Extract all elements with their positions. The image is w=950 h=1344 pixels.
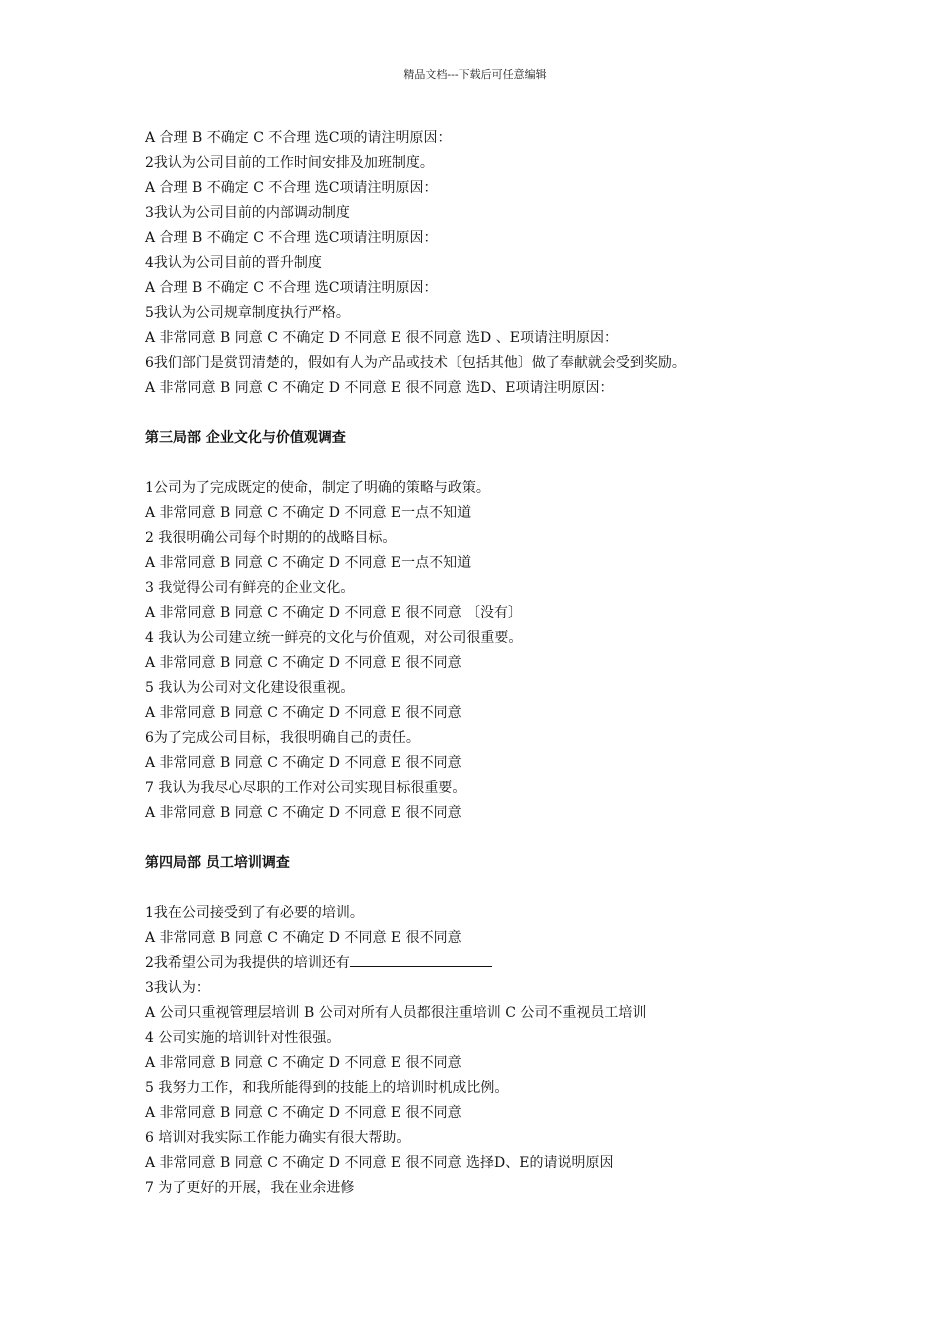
question: 1公司为了完成既定的使命，制定了明确的策略与政策。 (145, 480, 490, 496)
answer-options: A 非常同意 B 同意 C 不确定 D 不同意 E一点不知道 (145, 505, 472, 521)
fill-in-blank (350, 952, 492, 967)
section4-questions (145, 901, 845, 1201)
answer-options: A 非常同意 B 同意 C 不确定 D 不同意 E 很不同意 (145, 1055, 462, 1071)
section2-tail (145, 126, 845, 401)
page-header: 精品文档---下载后可任意编辑 (403, 68, 547, 81)
answer-options: A 合理 B 不确定 C 不合理 选C项的请注明原因： (145, 130, 452, 146)
answer-options: A 非常同意 B 同意 C 不确定 D 不同意 E 很不同意 〔没有〕 (145, 605, 523, 621)
question: 3我认为： (145, 980, 210, 996)
question: 2我认为公司目前的工作时间安排及加班制度。 (145, 155, 434, 171)
question: 6 培训对我实际工作能力确实有很大帮助。 (145, 1130, 411, 1146)
question: 5 我努力工作，和我所能得到的技能上的培训时机成比例。 (145, 1080, 509, 1096)
question: 7 我认为我尽心尽职的工作对公司实现目标很重要。 (145, 780, 467, 796)
document-body (145, 126, 845, 1201)
question-text: 2我希望公司为我提供的培训还有 (145, 955, 350, 971)
answer-options: A 非常同意 B 同意 C 不确定 D 不同意 E 很不同意 (145, 705, 462, 721)
answer-options: A 非常同意 B 同意 C 不确定 D 不同意 E一点不知道 (145, 555, 472, 571)
answer-options: A 非常同意 B 同意 C 不确定 D 不同意 E 很不同意 (145, 930, 462, 946)
question: 2 我很明确公司每个时期的的战略目标。 (145, 530, 397, 546)
question: 4 我认为公司建立统一鲜亮的文化与价值观，对公司很重要。 (145, 630, 523, 646)
answer-options: A 非常同意 B 同意 C 不确定 D 不同意 E 很不同意 (145, 755, 462, 771)
section-title: 第四局部 员工培训调查 (145, 855, 290, 871)
question: 4我认为公司目前的晋升制度 (145, 255, 322, 271)
question: 5 我认为公司对文化建设很重视。 (145, 680, 355, 696)
question: 1我在公司接受到了有必要的培训。 (145, 905, 364, 921)
question-with-blank (145, 951, 845, 976)
answer-options: A 公司只重视管理层培训 B 公司对所有人员都很注重培训 C 公司不重视员工培训 (145, 1005, 647, 1021)
question: 7 为了更好的开展，我在业余进修 (145, 1180, 355, 1196)
answer-options: A 合理 B 不确定 C 不合理 选C项请注明原因： (145, 280, 438, 296)
answer-options: A 非常同意 B 同意 C 不确定 D 不同意 E 很不同意 选择D、E的请说明原因 (145, 1155, 614, 1171)
question: 5我认为公司规章制度执行严格。 (145, 305, 350, 321)
section-title: 第三局部 企业文化与价值观调查 (145, 430, 346, 446)
answer-options: A 非常同意 B 同意 C 不确定 D 不同意 E 很不同意 (145, 805, 462, 821)
answer-options: A 非常同意 B 同意 C 不确定 D 不同意 E 很不同意 选D 、E项请注明原因： (145, 330, 618, 346)
question: 3 我觉得公司有鲜亮的企业文化。 (145, 580, 355, 596)
answer-options: A 合理 B 不确定 C 不合理 选C项请注明原因： (145, 230, 438, 246)
section3-questions (145, 476, 845, 826)
question: 4 公司实施的培训针对性很强。 (145, 1030, 341, 1046)
question: 3我认为公司目前的内部调动制度 (145, 205, 350, 221)
question: 6为了完成公司目标，我很明确自己的责任。 (145, 730, 420, 746)
answer-options: A 非常同意 B 同意 C 不确定 D 不同意 E 很不同意 (145, 655, 462, 671)
answer-options: A 非常同意 B 同意 C 不确定 D 不同意 E 很不同意 (145, 1105, 462, 1121)
answer-options: A 非常同意 B 同意 C 不确定 D 不同意 E 很不同意 选D、E项请注明原因： (145, 380, 614, 396)
answer-options: A 合理 B 不确定 C 不合理 选C项请注明原因： (145, 180, 438, 196)
question: 6我们部门是赏罚清楚的，假如有人为产品或技术〔包括其他〕做了奉献就会受到奖励。 (145, 355, 686, 371)
